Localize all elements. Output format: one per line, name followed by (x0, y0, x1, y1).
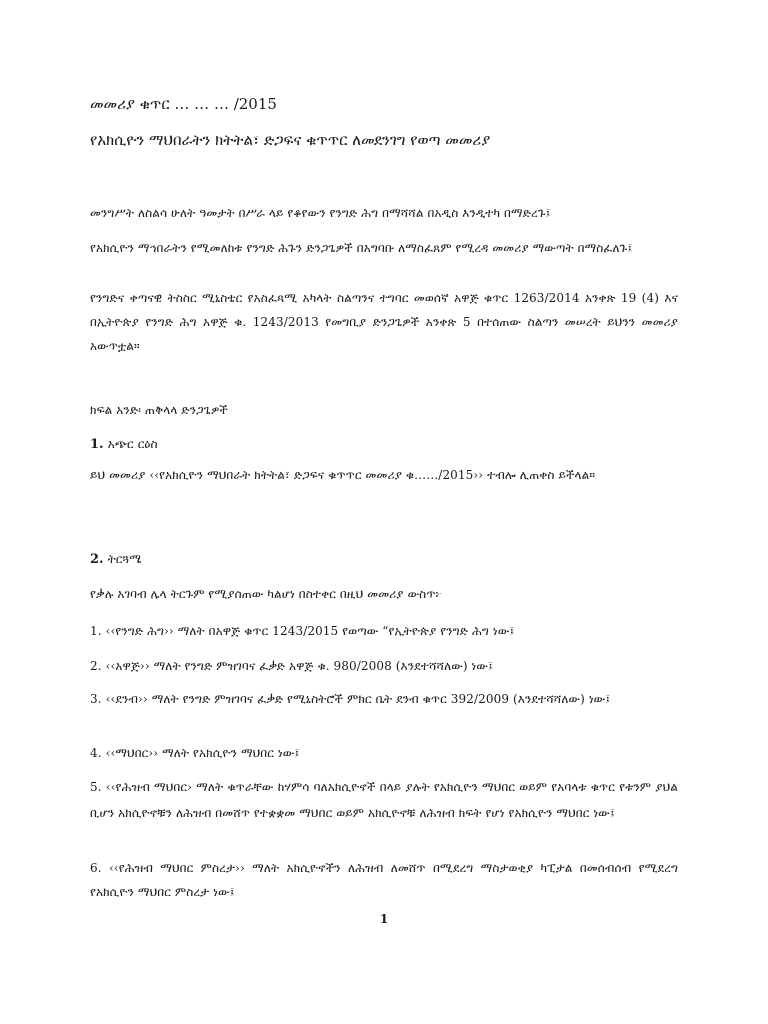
directive-title: የአክሲዮን ማህበራትን ክትትል፣ ድጋፍና ቁጥጥር ለመደንገግ የወጣ መመሪያ (90, 131, 491, 149)
preamble-paragraph-2: የአክሲዮን ማኅበራትን የሚመለከቱ የንግድ ሕጉን ድንጋጌዎች በአግባቡ ለማስፈጸም የሚረዳ መመሪያ ማውጣት በማስፈለጉ፤ (90, 241, 633, 255)
article-2-intro: የቃሉ አገባብ ሌላ ትርጉም የሚያሰጠው ካልሆነ በስተቀር በዚህ መመሪያ ውስጥ፦ (90, 587, 442, 601)
definition-1: 1. ‹‹የንግድ ሕግ›› ማለት በአዋጅ ቁጥር 1243/2015 የወጣው “የኢትዮጵያ የንግድ ሕግ ነው፤ (90, 624, 515, 638)
definition-4: 4. ‹‹ማህበር›› ማለት የአክሲዮን ማህበር ነው፤ (90, 746, 300, 760)
article-2-title: ትርጓሜ (107, 552, 142, 566)
article-1-body: ይህ መመሪያ ‹‹የአክሲዮን ማህበራት ክትትል፣ ድጋፍና ቁጥጥር መመሪያ ቁ……/2015›› ተብሎ ሊጠቀስ ይችላል። (90, 468, 596, 482)
directive-number: መመሪያ ቁጥር … … … /2015 (90, 95, 277, 113)
definition-3: 3. ‹‹ደንብ›› ማለት የንግድ ምዝገባና ፈቃድ የሚኒስትሮች ምክር ቤት ደንብ ቁጥር 392/2009 (እንደተሻሻለው) ነው፤ (90, 692, 611, 706)
article-1-number: 1. (90, 437, 104, 452)
article-2-number: 2. (90, 552, 104, 567)
definition-2: 2. ‹‹አዋጅ›› ማለት የንግድ ምዝገባና ፈቃድ አዋጅ ቁ. 980/2008 (እንደተሻሻለው) ነው፤ (90, 659, 494, 673)
article-1-title: አጭር ርዕስ (107, 437, 158, 451)
article-2-heading (90, 547, 678, 572)
part-heading: ክፍል አንድ፡ ጠቅላላ ድንጋጌዎች (90, 403, 229, 417)
preamble-paragraph-3: የንግድና ቀጣናዊ ትስስር ሚኒስቴር የአስፈጻሚ አካላት ስልጣንና ተግባር መወሰኛ አዋጅ ቁጥር 1263/2014 አንቀጽ 19 (4) እና በኢትዮጵያ የንግድ ሕግ አዋጅ ቁ. 1243/2013 የመግቢያ ድንጋጌዎች አንቀጽ 5 በተሰጠው ስልጣን መሠረት ይህንን መመሪያ አውጥቷል። (90, 291, 678, 353)
definition-6: 6. ‹‹የሕዝብ ማህበር ምስረታ›› ማለት አክሲዮኖችን ለሕዝብ ለመሸጥ በሚደረግ ማስታወቂያ ካፒታል በመሰብሰብ የሚደረግ የአክሲዮን ማህበር ምስረታ ነው፤ (90, 861, 678, 899)
page-number: 1 (379, 912, 389, 926)
definition-5: 5. ‹‹የሕዝብ ማህበር› ማለት ቁጥራቸው ከሃምሳ ባለአክሲዮኖች በላይ ያሉት የአክሲዮን ማህበር ወይም የአባላቱ ቁጥር የቱንም ያህል ቢሆን አክሲዮኖቹን ለሕዝብ በመሸጥ የተቋቋመ ማህበር ወይም አክሲዮኖቹ ለሕዝብ ክፍት የሆነ የአክሲዮን ማህበር ነው፤ (90, 780, 678, 820)
preamble-paragraph-1: መንግሥት ለስልሳ ሁለት ዓመታት በሥራ ላይ የቆየውን የንግድ ሕግ በማሻሻል በአዲስ እንዲተካ በማድረጉ፤ (90, 206, 551, 220)
article-1-heading (90, 432, 678, 457)
